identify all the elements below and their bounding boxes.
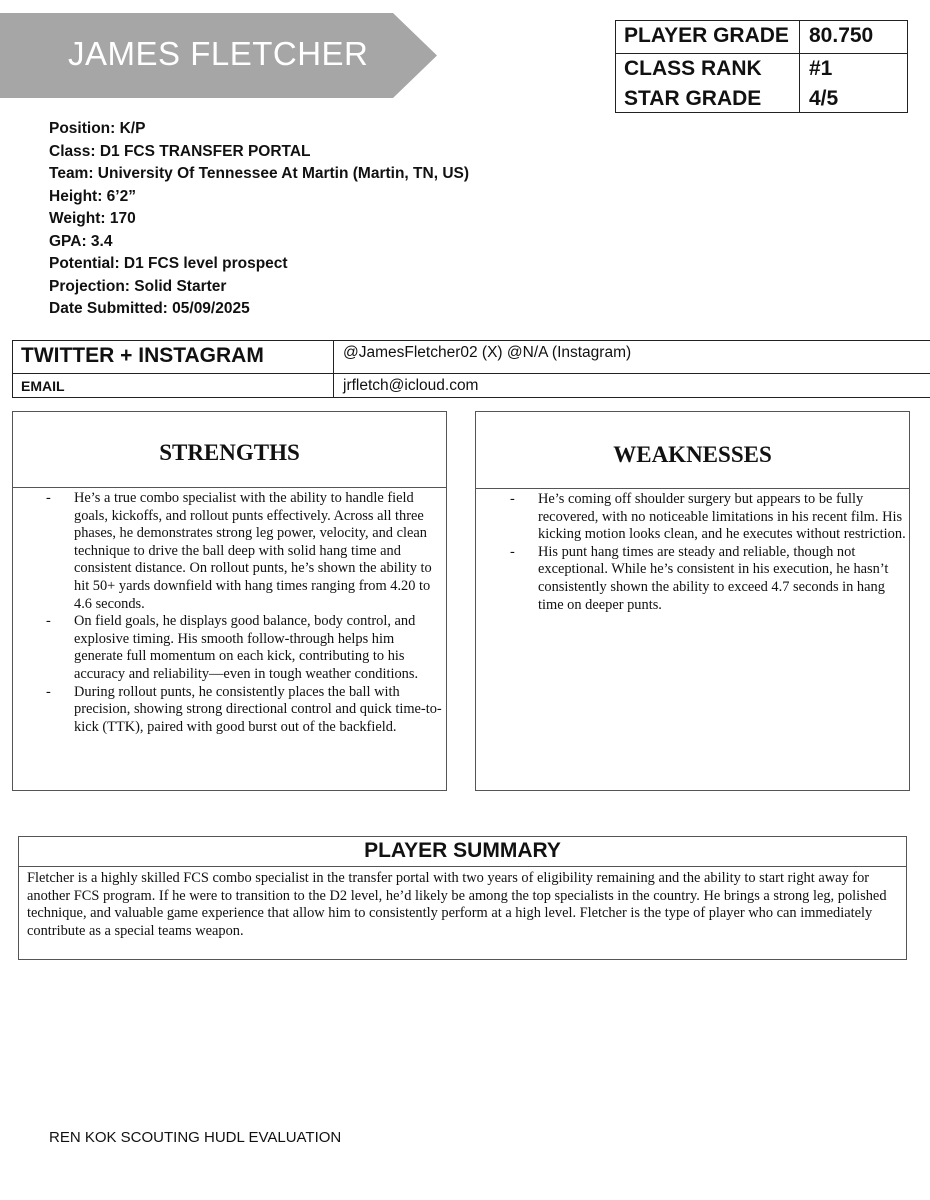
player-info (49, 118, 469, 321)
info-potential: Potential: D1 FCS level prospect (49, 255, 288, 272)
social-handles: @JamesFletcher02 (X) @N/A (Instagram) (343, 344, 632, 361)
player-name-banner (0, 13, 437, 98)
class-rank-value: #1 (809, 57, 833, 80)
info-gpa: GPA: 3.4 (49, 232, 113, 250)
player-name: JAMES FLETCHER (68, 35, 369, 72)
grade-table (615, 20, 908, 113)
weakness-item: - His punt hang times are steady and reliable, though not exceptional. While he’s consistent in his execution, he hasn’t consistently shown the ability to exceed 4.7 seconds in hang time on deeper punts. (510, 544, 906, 614)
social-label: TWITTER + INSTAGRAM (21, 344, 264, 367)
strength-item: - During rollout punts, he consistently places the ball with precision, showing strong directional control and quick time-to-kick (TTK), paired with good burst out of the backfield. (46, 684, 442, 737)
star-grade-value: 4/5 (809, 87, 839, 110)
strength-item: - He’s a true combo specialist with the ability to handle field goals, kickoffs, and rollout punts effectively. Across all three phases, he demonstrates strong leg power, velocity, and clean technique to drive the ball deep with solid hang time and consistent distance. On rollout punts, he’s shown the ability to hit 50+ yards downfield with hang times ranging from 4.20 to 4.6 seconds. (46, 490, 442, 613)
footer-label: REN KOK SCOUTING HUDL EVALUATION (49, 1129, 342, 1146)
contact-table (12, 340, 930, 398)
strengths-list (46, 490, 442, 736)
class-rank-label: CLASS RANK (624, 57, 762, 80)
strength-item: - On field goals, he displays good balance, body control, and explosive timing. His smooth follow-through helps him generate full momentum on each kick, contributing to his accuracy and reliability—even in tough weather conditions. (46, 613, 442, 683)
info-class: Class: D1 FCS TRANSFER PORTAL (49, 142, 311, 160)
info-height: Height: 6’2” (49, 187, 136, 205)
star-grade-label: STAR GRADE (624, 87, 762, 110)
weaknesses-title: WEAKNESSES (613, 442, 772, 467)
strengths-box (12, 411, 447, 791)
weaknesses-list (510, 491, 906, 614)
info-weight: Weight: 170 (49, 210, 136, 227)
summary-title: PLAYER SUMMARY (364, 839, 561, 862)
strengths-title: STRENGTHS (159, 440, 300, 465)
email-label: EMAIL (21, 378, 65, 394)
email-value: jrfletch@icloud.com (343, 377, 479, 394)
info-projection: Projection: Solid Starter (49, 277, 227, 295)
weakness-item: - He’s coming off shoulder surgery but appears to be fully recovered, with no noticeable limitations in his recent film. His kicking motion looks clean, and he executes without restriction. (510, 491, 906, 544)
player-grade-value: 80.750 (809, 24, 874, 47)
player-summary-box (18, 836, 907, 960)
info-date-submitted: Date Submitted: 05/09/2025 (49, 300, 250, 317)
info-position: Position: K/P (49, 120, 146, 137)
summary-text: Fletcher is a highly skilled FCS combo specialist in the transfer portal with two years of eligibility remaining and the ability to start right away for another FCS program. If he were to transition to the D2 level, he’d likely be among the top specialists in the country. He brings a strong leg, polished technique, and valuable game experience that allow him to consistently perform at a high level. Fletcher is the type of player who can immediately contribute as a special teams weapon. (27, 870, 887, 939)
weaknesses-box (475, 411, 910, 791)
info-team: Team: University Of Tennessee At Martin (Martin, TN, US) (49, 165, 470, 182)
player-grade-label: PLAYER GRADE (624, 24, 789, 47)
